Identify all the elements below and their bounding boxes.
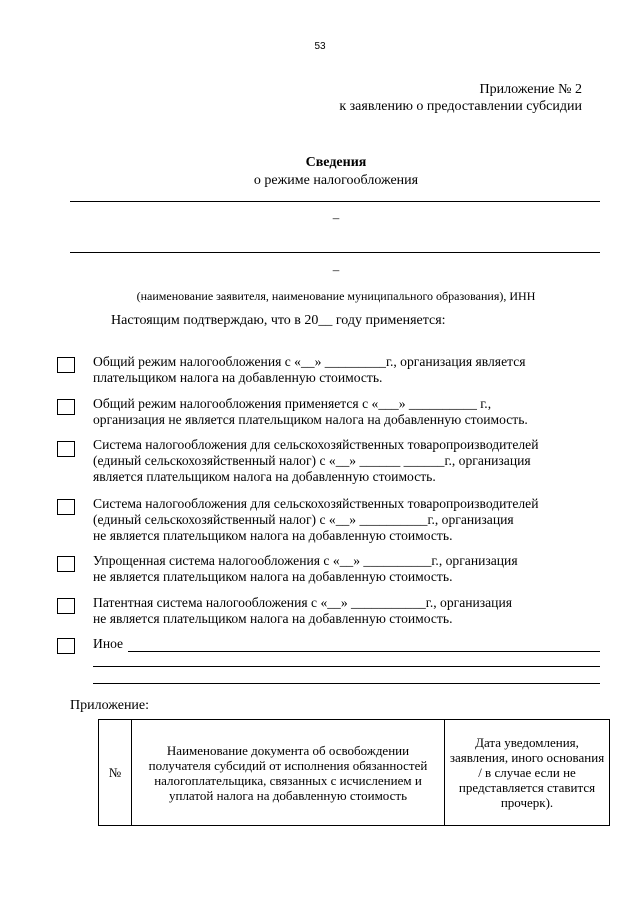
blank-dash-2: – (332, 262, 340, 277)
option-agri-vat (93, 437, 623, 485)
option-line: Иное (93, 636, 124, 651)
option-line: Общий режим налогообложения с «__» _________г., организация является (93, 354, 526, 369)
option-simplified (93, 553, 623, 585)
other-line-1[interactable] (128, 651, 600, 652)
option-line: (единый сельскохозяйственный налог) с «__» __________г., организация (93, 512, 514, 527)
attachment-label: Приложение: (70, 698, 150, 713)
other-line-2[interactable] (93, 666, 600, 667)
option-other-checkbox[interactable] (57, 638, 75, 654)
option-general-vat (93, 354, 623, 386)
applicant-note: (наименование заявителя, наименование муниципального образования), ИНН (136, 289, 536, 303)
option-line: Система налогообложения для сельскохозяйственных товаропроизводителей (93, 496, 539, 511)
option-other-label (93, 636, 623, 652)
option-line: не является плательщиком налога на добавленную стоимость. (93, 569, 453, 584)
option-patent (93, 595, 623, 627)
document-title: Сведения (305, 155, 367, 170)
option-line: организация не является плательщиком налога на добавленную стоимость. (93, 412, 528, 427)
table-header-row (99, 720, 610, 826)
col-number-header: № (99, 720, 132, 826)
applicant-line-1 (70, 201, 600, 202)
attachment-table (98, 719, 610, 826)
page-number: 53 (314, 41, 326, 52)
option-line: не является плательщиком налога на добавленную стоимость. (93, 611, 453, 626)
other-line-3[interactable] (93, 683, 600, 684)
option-line: не является плательщиком налога на добавленную стоимость. (93, 528, 453, 543)
appendix-subtitle: к заявлению о предоставлении субсидии (339, 99, 582, 114)
option-line: (единый сельскохозяйственный налог) с «__» ______ ______г., организация (93, 453, 531, 468)
col-document-header: Наименование документа об освобождении получателя субсидий от исполнения обязанностей налогоплательщика, связанных с исчислением и уплатой налога на добавленную стоимость (132, 720, 445, 826)
option-patent-checkbox[interactable] (57, 598, 75, 614)
blank-dash-1: – (332, 210, 340, 225)
option-general-vat-checkbox[interactable] (57, 357, 75, 373)
appendix-number: Приложение № 2 (479, 82, 582, 97)
document-subtitle: о режиме налогообложения (253, 173, 419, 188)
option-line: плательщиком налога на добавленную стоимость. (93, 370, 383, 385)
option-agri-vat-checkbox[interactable] (57, 441, 75, 457)
option-agri-novat-checkbox[interactable] (57, 499, 75, 515)
option-line: Патентная система налогообложения с «__» ___________г., организация (93, 595, 512, 610)
option-simplified-checkbox[interactable] (57, 556, 75, 572)
option-line: Общий режим налогообложения применяется с «___» __________ г., (93, 396, 492, 411)
option-line: является плательщиком налога на добавленную стоимость. (93, 469, 436, 484)
applicant-line-2 (70, 252, 600, 253)
option-line: Система налогообложения для сельскохозяйственных товаропроизводителей (93, 437, 539, 452)
option-agri-novat (93, 496, 623, 544)
confirm-text: Настоящим подтверждаю, что в 20__ году применяется: (111, 313, 446, 328)
option-general-novat (93, 396, 623, 428)
option-general-novat-checkbox[interactable] (57, 399, 75, 415)
option-line: Упрощенная система налогообложения с «__» __________г., организация (93, 553, 518, 568)
col-date-header: Дата уведомления, заявления, иного основания / в случае если не представляется ставится прочерк). (445, 720, 610, 826)
